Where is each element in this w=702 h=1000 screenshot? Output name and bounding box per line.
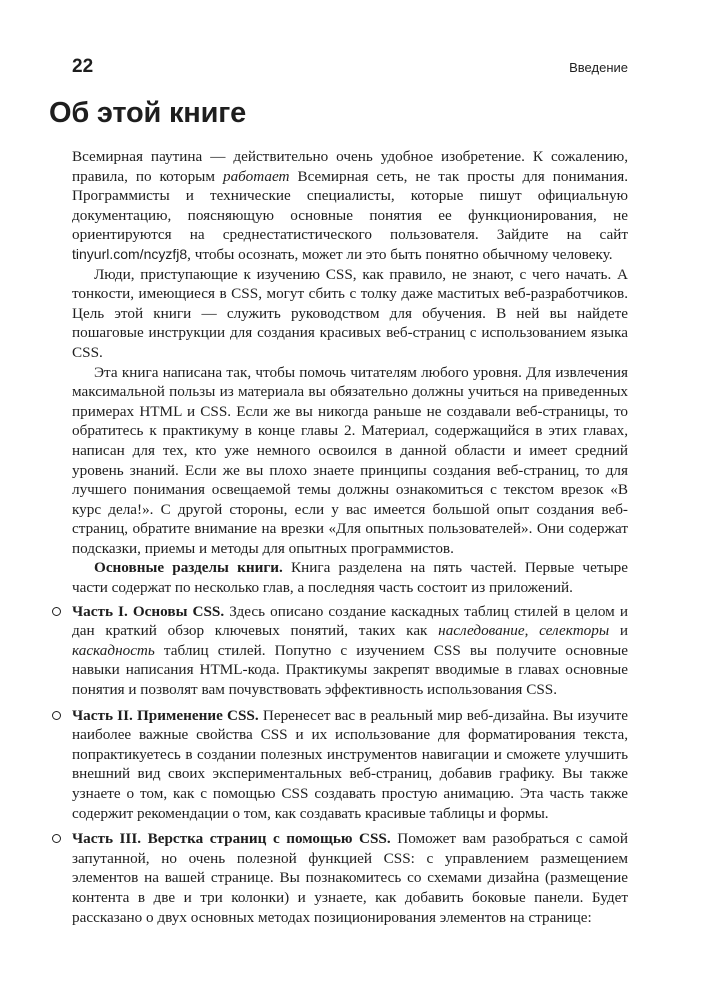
text-run: Здесь описано создание каскадных таблиц стилей в целом и дан краткий обзор ключевых понятий, таких как — [72, 602, 629, 640]
text-run: и — [609, 622, 628, 640]
circle-bullet-icon — [52, 711, 61, 720]
circle-bullet-icon — [52, 834, 61, 843]
parts-list — [72, 602, 628, 928]
text-run: Поможет вам разобраться с самой запутанной, но очень полезной функцией CSS: с управлением размещением элементов на вашей странице. Вы познакомитесь со схемами дизайна (размещение контента в две и три колонки) и узнаете, как добавить боковые панели. Будет рассказано о двух основных методах позиционирования элементов на странице: — [72, 830, 628, 926]
text-run: Всемирная сеть, не так просты для понимания. Программисты и технические специалисты, которые пишут официальную документацию, поясняющую основные понятия ее функционирования, не ориентируются на среднестатистического пользователя. Зайдите на сайт — [72, 167, 628, 244]
paragraph: Люди, приступающие к изучению CSS, как правило, не знают, с чего начать. А тонкости, имеющиеся в CSS, могут сбить с толку даже маститых веб-разработчиков. Цель этой книги — служить руководством для обучения. В ней вы найдете пошаговые инструкции для создания красивых веб-страниц с использованием языка CSS. — [72, 265, 628, 361]
emphasis: каскадность — [72, 641, 155, 659]
section-heading: Об этой книге — [49, 97, 247, 129]
text-run: , чтобы осознать, может ли это быть понятно обычному человеку. — [187, 245, 613, 263]
run-in-heading: Основные разделы книги. — [94, 559, 283, 577]
list-item — [50, 706, 628, 824]
text-run: , — [524, 622, 540, 640]
text-run: Книга разделена на пять частей. Первые четыре части содержат по несколько глав, а последняя часть состоит из приложений. — [72, 559, 628, 597]
body-text — [72, 147, 628, 933]
part-title: Часть III. Верстка страниц с помощью CSS. — [72, 830, 391, 848]
list-item — [50, 829, 628, 927]
list-item — [50, 602, 628, 700]
emphasis: работает — [222, 167, 290, 185]
running-head — [72, 56, 628, 78]
running-section-title: Введение — [569, 60, 628, 75]
part-title: Часть II. Применение CSS. — [72, 706, 259, 724]
text-run: Всемирная паутина — действительно очень удобное изобретение. К сожалению, правила, по которым — [72, 148, 628, 185]
emphasis: селекторы — [539, 622, 610, 640]
page-number: 22 — [72, 56, 94, 77]
paragraph — [72, 558, 628, 597]
text-run: таблиц стилей. Попутно с изучением CSS вы получите основные навыки написания HTML-кода. Практикумы закрепят вводимые в главах основные понятия и позволят вам почувствовать эффективность использования CSS. — [72, 641, 628, 699]
text-run: Перенесет вас в реальный мир веб-дизайна. Вы изучите наиболее важные свойства CSS и их использование для форматирования текста, попрактикуетесь в создании полезных инструментов навигации и сможете улучшить внешний вид своих экспериментальных веб-страниц, добавив графику. Вы также узнаете о том, как с помощью CSS создавать простую анимацию. Эта часть также содержит рекомендации о том, как создавать красивые таблицы и формы. — [72, 706, 629, 822]
emphasis: наследование — [438, 622, 525, 640]
part-title: Часть I. Основы CSS. — [72, 602, 225, 620]
circle-bullet-icon — [52, 607, 61, 616]
paragraph — [72, 147, 628, 265]
paragraph: Эта книга написана так, чтобы помочь читателям любого уровня. Для извлечения максимальной пользы из материала вы обязательно должны учиться на приведенных примерах HTML и CSS. Если же вы никогда раньше не создавали веб-страницы, то обратитесь к практикуму в конце главы 2. Материал, содержащийся в этих главах, написан для тех, кто уже немного освоился в данной области и имеет средний уровень знаний. Если же вы плохо знаете принципы создания веб-страниц, то для лучшего понимания освещаемой темы должны ознакомиться с текстом врезок «В курс дела!». С другой стороны, если у вас имеется большой опыт создания веб-страниц, обратите внимание на врезки «Для опытных пользователей». Они содержат подсказки, приемы и методы для опытных программистов. — [72, 363, 628, 557]
url-text: tinyurl.com/ncyzfj8 — [72, 245, 188, 262]
